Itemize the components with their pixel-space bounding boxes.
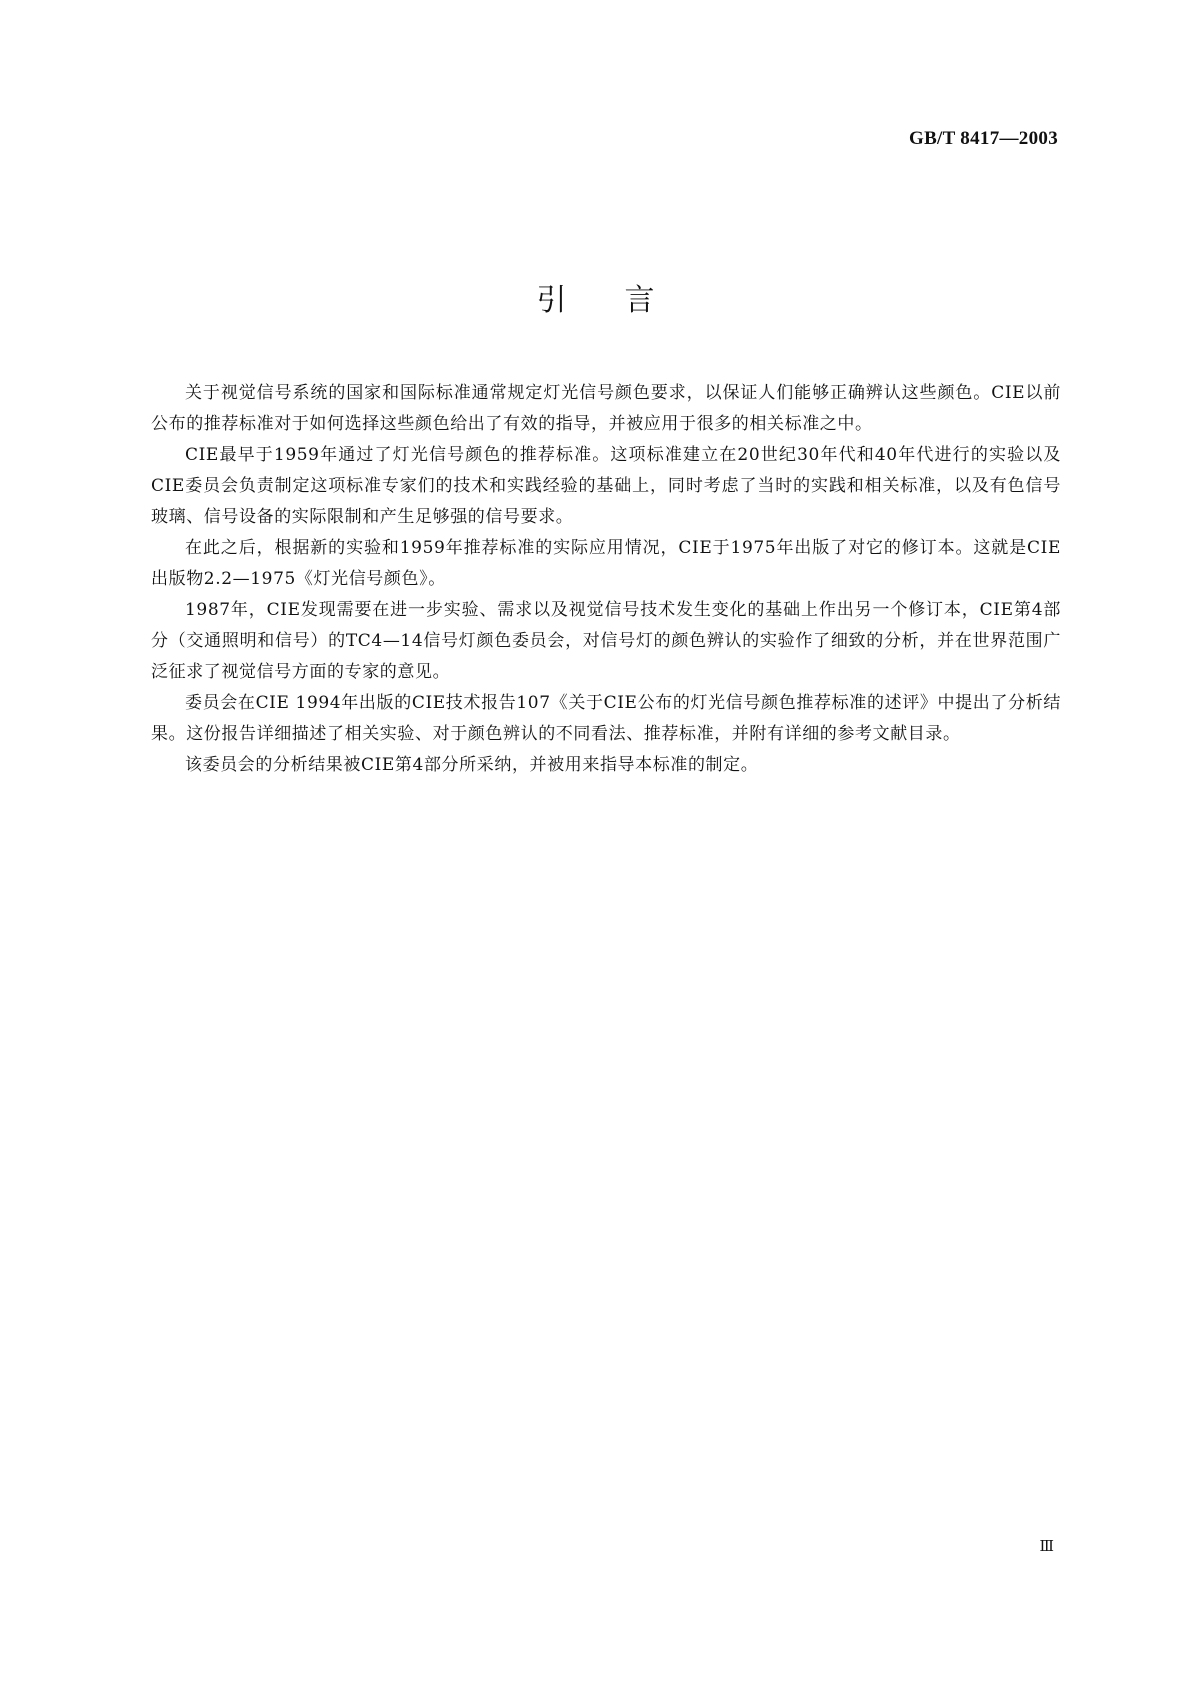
standard-number: GB/T 8417—2003: [908, 128, 1058, 149]
paragraph: CIE最早于1959年通过了灯光信号颜色的推荐标准。这项标准建立在20世纪30年代和40年代进行的实验以及CIE委员会负责制定这项标准专家们的技术和实践经验的基础上，同时考虑了当时的实践和相关标准，以及有色信号玻璃、信号设备的实际限制和产生足够强的信号要求。: [151, 445, 1061, 527]
paragraph: 关于视觉信号系统的国家和国际标准通常规定灯光信号颜色要求，以保证人们能够正确辨认这些颜色。CIE以前公布的推荐标准对于如何选择这些颜色给出了有效的指导，并被应用于很多的相关标准之中。: [151, 383, 1061, 434]
body-text: [151, 378, 1061, 781]
paragraph: 1987年，CIE发现需要在进一步实验、需求以及视觉信号技术发生变化的基础上作出另一个修订本，CIE第4部分（交通照明和信号）的TC4—14信号灯颜色委员会，对信号灯的颜色辨认的实验作了细致的分析，并在世界范围广泛征求了视觉信号方面的专家的意见。: [151, 600, 1061, 682]
paragraph: 在此之后，根据新的实验和1959年推荐标准的实际应用情况，CIE于1975年出版了对它的修订本。这就是CIE出版物2.2—1975《灯光信号颜色》。: [151, 538, 1061, 589]
section-title: 引言: [536, 283, 713, 318]
paragraph: 委员会在CIE 1994年出版的CIE技术报告107《关于CIE公布的灯光信号颜色推荐标准的述评》中提出了分析结果。这份报告详细描述了相关实验、对于颜色辨认的不同看法、推荐标准，并附有详细的参考文献目录。: [151, 693, 1061, 744]
page-number: Ⅲ: [1039, 1539, 1053, 1555]
paragraph: 该委员会的分析结果被CIE第4部分所采纳，并被用来指导本标准的制定。: [185, 755, 759, 775]
